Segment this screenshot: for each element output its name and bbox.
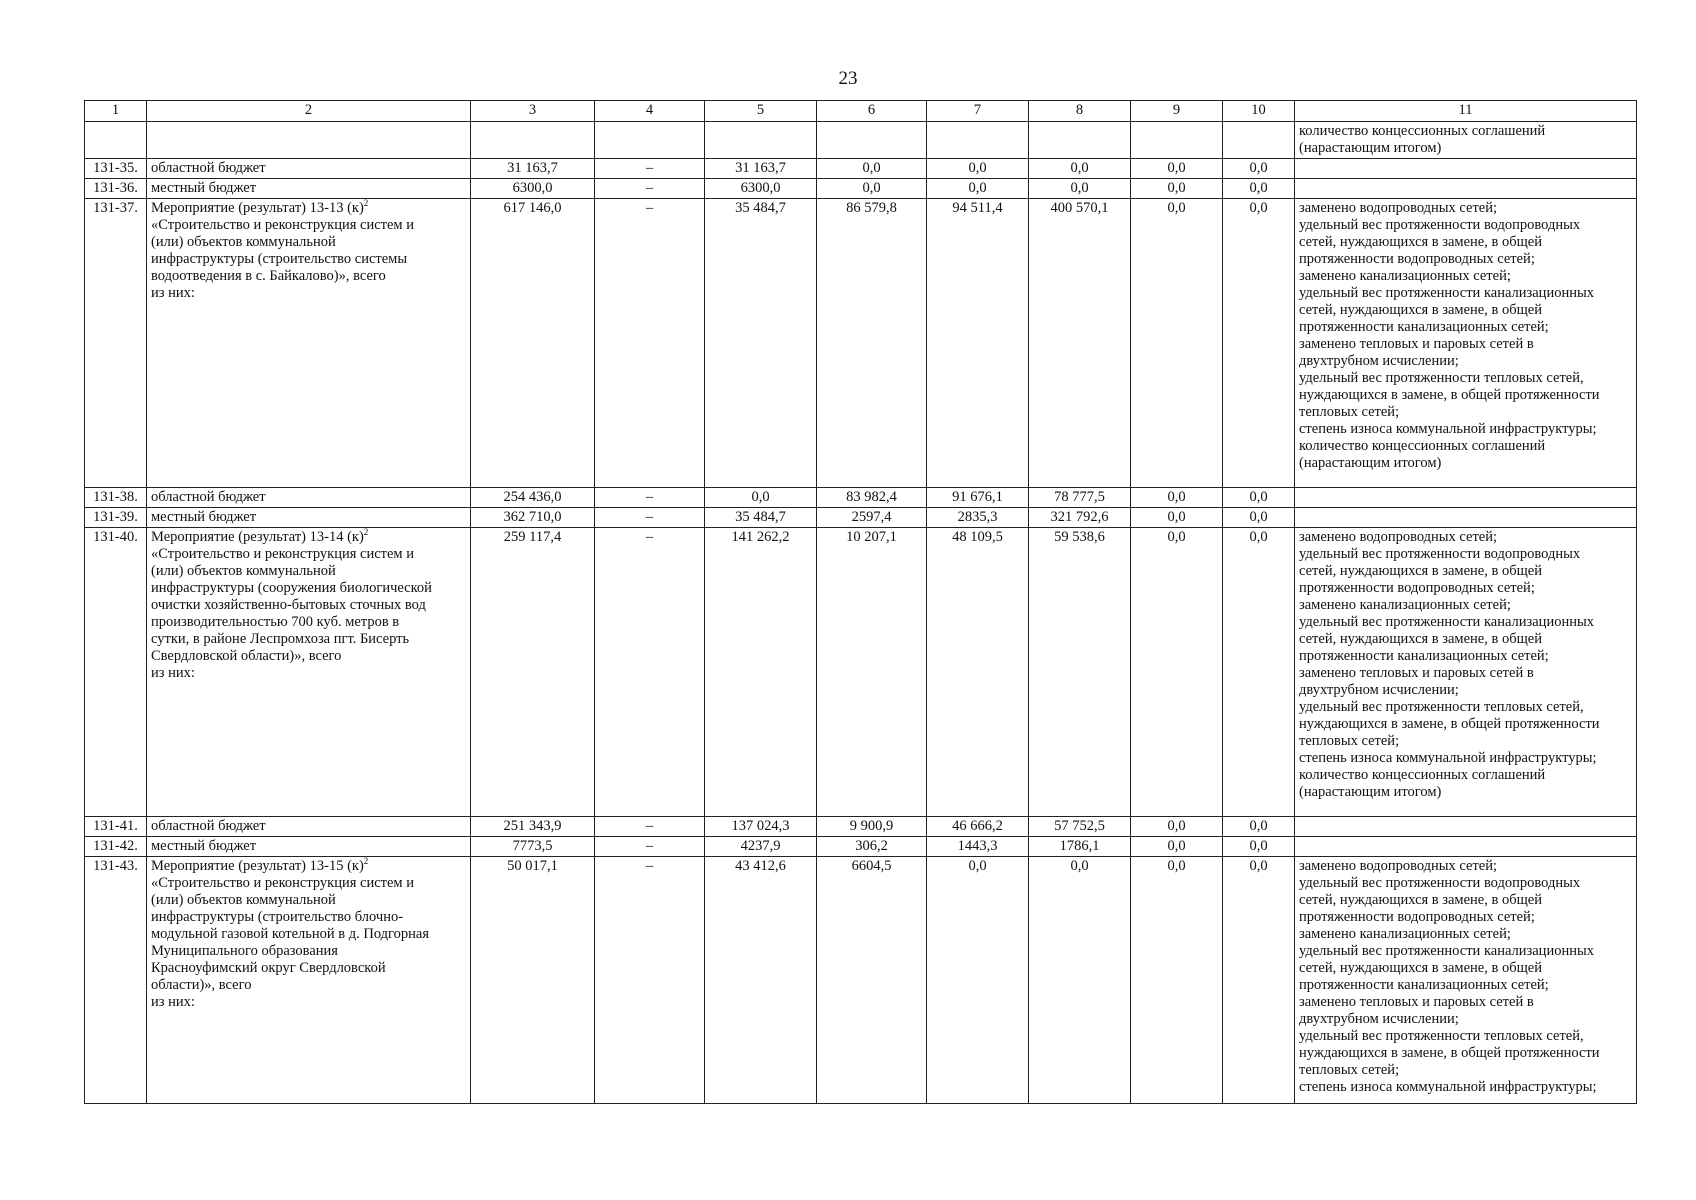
note-line: двухтрубном исчислении; [1299,353,1459,369]
table-row [85,817,1637,837]
note-line: степень износа коммунальной инфраструктуры; [1299,1079,1597,1095]
description-line: Свердловской области)», всего [151,648,342,664]
cell-col9: 0,0 [1131,159,1223,179]
footnote-mark: 2 [363,527,369,538]
row-id: 131-39. [85,508,147,528]
cell-col9: 0,0 [1131,508,1223,528]
note-line: сетей, нуждающихся в замене, в общей [1299,892,1542,908]
note-line: удельный вес протяженности тепловых сетей, [1299,1028,1584,1044]
cell-col6: 0,0 [817,179,927,199]
cell-col4: – [595,199,705,488]
column-header: 2 [147,101,471,122]
cell-col10: 0,0 [1223,159,1295,179]
note-line: удельный вес протяженности канализационных [1299,943,1594,959]
note-line: сетей, нуждающихся в замене, в общей [1299,960,1542,976]
cell-col3: 31 163,7 [471,159,595,179]
cell-col3: 617 146,0 [471,199,595,488]
description-line: Мероприятие (результат) 13-15 (к) [151,858,364,874]
row-id: 131-41. [85,817,147,837]
description-line: области)», всего [151,977,252,993]
cell-col8: 78 777,5 [1029,488,1131,508]
note-line: удельный вес протяженности водопроводных [1299,546,1581,562]
note-line: (нарастающим итогом) [1299,455,1442,471]
cell-col8: 321 792,6 [1029,508,1131,528]
note-line: удельный вес протяженности тепловых сетей, [1299,699,1584,715]
row-name: местный бюджет [147,179,471,199]
row-name: областной бюджет [147,817,471,837]
note-line: нуждающихся в замене, в общей протяженности [1299,1045,1600,1061]
cell-col7: 91 676,1 [927,488,1029,508]
cell-col3: 362 710,0 [471,508,595,528]
cell-col8: 0,0 [1029,159,1131,179]
note-line: заменено тепловых и паровых сетей в [1299,336,1534,352]
note-line: сетей, нуждающихся в замене, в общей [1299,234,1542,250]
table-row [85,508,1637,528]
note-line: протяженности водопроводных сетей; [1299,580,1535,596]
column-header: 7 [927,101,1029,122]
table-row [85,179,1637,199]
cell-col4: – [595,837,705,857]
note-line: сетей, нуждающихся в замене, в общей [1299,563,1542,579]
column-header: 4 [595,101,705,122]
cell-col7: 0,0 [927,179,1029,199]
description-line: (или) объектов коммунальной [151,563,336,579]
note-line: удельный вес протяженности тепловых сетей, [1299,370,1584,386]
cell-col4: – [595,508,705,528]
note-line: заменено канализационных сетей; [1299,926,1511,942]
cell-col4: – [595,857,705,1104]
cell-col4: – [595,817,705,837]
note-line: нуждающихся в замене, в общей протяженности [1299,387,1600,403]
row-description [147,857,471,1104]
cell-col5: 4237,9 [705,837,817,857]
column-header: 6 [817,101,927,122]
footnote-mark: 2 [363,856,369,867]
cell-col9: 0,0 [1131,857,1223,1104]
note-line: протяженности канализационных сетей; [1299,648,1549,664]
table-row [85,528,1637,817]
note-line: (нарастающим итогом) [1299,784,1442,800]
cell-col7: 94 511,4 [927,199,1029,488]
indicator-note [1295,857,1637,1104]
cell-col10: 0,0 [1223,857,1295,1104]
note-line: степень износа коммунальной инфраструктуры; [1299,421,1597,437]
note-line: заменено водопроводных сетей; [1299,858,1498,874]
cell-col9: 0,0 [1131,528,1223,817]
cell-col10: 0,0 [1223,179,1295,199]
note-line: (нарастающим итогом) [1299,140,1442,156]
note-line: количество концессионных соглашений [1299,767,1546,783]
row-id: 131-40. [85,528,147,817]
row-name: местный бюджет [147,508,471,528]
note-line: сетей, нуждающихся в замене, в общей [1299,302,1542,318]
note-line: заменено водопроводных сетей; [1299,200,1498,216]
cell-col4: – [595,159,705,179]
cell-col9: 0,0 [1131,179,1223,199]
note-line: сетей, нуждающихся в замене, в общей [1299,631,1542,647]
note-line: протяженности водопроводных сетей; [1299,251,1535,267]
cell-col4: – [595,488,705,508]
column-header: 10 [1223,101,1295,122]
cell-col4: – [595,528,705,817]
cell-col10: 0,0 [1223,817,1295,837]
note-line: удельный вес протяженности канализационных [1299,285,1594,301]
table-row [85,199,1637,488]
note-line: тепловых сетей; [1299,1062,1400,1078]
cell-col3: 254 436,0 [471,488,595,508]
description-line: модульной газовой котельной в д. Подгорная [151,926,430,942]
cell-col5: 31 163,7 [705,159,817,179]
description-line: Красноуфимский округ Свердловской [151,960,386,976]
cell-col5: 35 484,7 [705,508,817,528]
cell-col6: 10 207,1 [817,528,927,817]
note-line: нуждающихся в замене, в общей протяженности [1299,716,1600,732]
cell-col8: 0,0 [1029,857,1131,1104]
row-id: 131-37. [85,199,147,488]
row-name: местный бюджет [147,837,471,857]
row-id: 131-36. [85,179,147,199]
note-line: протяженности водопроводных сетей; [1299,909,1535,925]
cell-col10: 0,0 [1223,528,1295,817]
column-header: 9 [1131,101,1223,122]
cell-col6: 0,0 [817,159,927,179]
note-line: протяженности канализационных сетей; [1299,319,1549,335]
note-line: двухтрубном исчислении; [1299,1011,1459,1027]
description-line: инфраструктуры (строительство системы [151,251,408,267]
cell-col3: 50 017,1 [471,857,595,1104]
note-line: тепловых сетей; [1299,733,1400,749]
cell-col7: 0,0 [927,857,1029,1104]
cell-col3: 259 117,4 [471,528,595,817]
column-header-row [85,101,1637,122]
cell-col3: 6300,0 [471,179,595,199]
cell-col8: 400 570,1 [1029,199,1131,488]
cell-col5: 141 262,2 [705,528,817,817]
description-line: «Строительство и реконструкция систем и [151,875,414,891]
indicator-note [1295,528,1637,817]
row-id: 131-35. [85,159,147,179]
column-header: 8 [1029,101,1131,122]
description-line: инфраструктуры (сооружения биологической [151,580,432,596]
budget-table [84,100,1637,1104]
cell-col5: 43 412,6 [705,857,817,1104]
column-header: 11 [1295,101,1637,122]
table-row [85,837,1637,857]
cell-col5: 137 024,3 [705,817,817,837]
cell-col4: – [595,179,705,199]
note-line: степень износа коммунальной инфраструктуры; [1299,750,1597,766]
row-id: 131-43. [85,857,147,1104]
table-row [85,159,1637,179]
note-line: заменено водопроводных сетей; [1299,529,1498,545]
footnote-mark: 2 [363,198,369,209]
description-line: из них: [151,285,195,301]
description-line: водоотведения в с. Байкалово)», всего [151,268,386,284]
row-id: 131-42. [85,837,147,857]
note-line: удельный вес протяженности водопроводных [1299,217,1581,233]
indicator-note [1295,199,1637,488]
row-name: областной бюджет [147,488,471,508]
description-line: «Строительство и реконструкция систем и [151,217,414,233]
description-line: производительностью 700 куб. метров в [151,614,400,630]
cell-col5: 0,0 [705,488,817,508]
cell-col7: 0,0 [927,159,1029,179]
cell-col9: 0,0 [1131,817,1223,837]
cell-col8: 1786,1 [1029,837,1131,857]
cell-col7: 2835,3 [927,508,1029,528]
cell-col3: 251 343,9 [471,817,595,837]
cell-col8: 57 752,5 [1029,817,1131,837]
note-line: заменено канализационных сетей; [1299,268,1511,284]
description-line: Мероприятие (результат) 13-13 (к) [151,200,364,216]
description-line: Мероприятие (результат) 13-14 (к) [151,529,364,545]
cell-col9: 0,0 [1131,837,1223,857]
row-description [147,528,471,817]
row-id: 131-38. [85,488,147,508]
table-row [85,857,1637,1104]
cell-col10: 0,0 [1223,199,1295,488]
note-line: количество концессионных соглашений [1299,123,1546,139]
column-header: 5 [705,101,817,122]
cell-col10: 0,0 [1223,488,1295,508]
cell-col5: 35 484,7 [705,199,817,488]
description-line: сутки, в районе Леспромхоза пгт. Бисерть [151,631,410,647]
cell-col10: 0,0 [1223,508,1295,528]
cell-col6: 306,2 [817,837,927,857]
cell-col10: 0,0 [1223,837,1295,857]
cell-col8: 59 538,6 [1029,528,1131,817]
column-header: 1 [85,101,147,122]
cell-col6: 83 982,4 [817,488,927,508]
description-line: «Строительство и реконструкция систем и [151,546,414,562]
note-line: количество концессионных соглашений [1299,438,1546,454]
description-line: (или) объектов коммунальной [151,234,336,250]
cell-col7: 46 666,2 [927,817,1029,837]
description-line: из них: [151,665,195,681]
note-line: удельный вес протяженности канализационных [1299,614,1594,630]
description-line: очистки хозяйственно-бытовых сточных вод [151,597,426,613]
cell-col9: 0,0 [1131,199,1223,488]
cell-col6: 86 579,8 [817,199,927,488]
cell-col6: 2597,4 [817,508,927,528]
indicator-note [1295,122,1637,159]
cell-col9: 0,0 [1131,488,1223,508]
cell-col5: 6300,0 [705,179,817,199]
note-line: тепловых сетей; [1299,404,1400,420]
row-name: областной бюджет [147,159,471,179]
description-line: инфраструктуры (строительство блочно- [151,909,404,925]
cell-col7: 1443,3 [927,837,1029,857]
description-line: (или) объектов коммунальной [151,892,336,908]
note-line: заменено канализационных сетей; [1299,597,1511,613]
cell-col8: 0,0 [1029,179,1131,199]
row-description [147,199,471,488]
cell-col7: 48 109,5 [927,528,1029,817]
note-line: протяженности канализационных сетей; [1299,977,1549,993]
description-line: Муниципального образования [151,943,338,959]
note-line: заменено тепловых и паровых сетей в [1299,994,1534,1010]
page-number: 23 [838,68,858,89]
cell-col3: 7773,5 [471,837,595,857]
description-line: из них: [151,994,195,1010]
note-line: двухтрубном исчислении; [1299,682,1459,698]
note-line: заменено тепловых и паровых сетей в [1299,665,1534,681]
cell-col6: 9 900,9 [817,817,927,837]
note-line: удельный вес протяженности водопроводных [1299,875,1581,891]
table-row [85,488,1637,508]
table-row [85,122,1637,159]
cell-col6: 6604,5 [817,857,927,1104]
column-header: 3 [471,101,595,122]
